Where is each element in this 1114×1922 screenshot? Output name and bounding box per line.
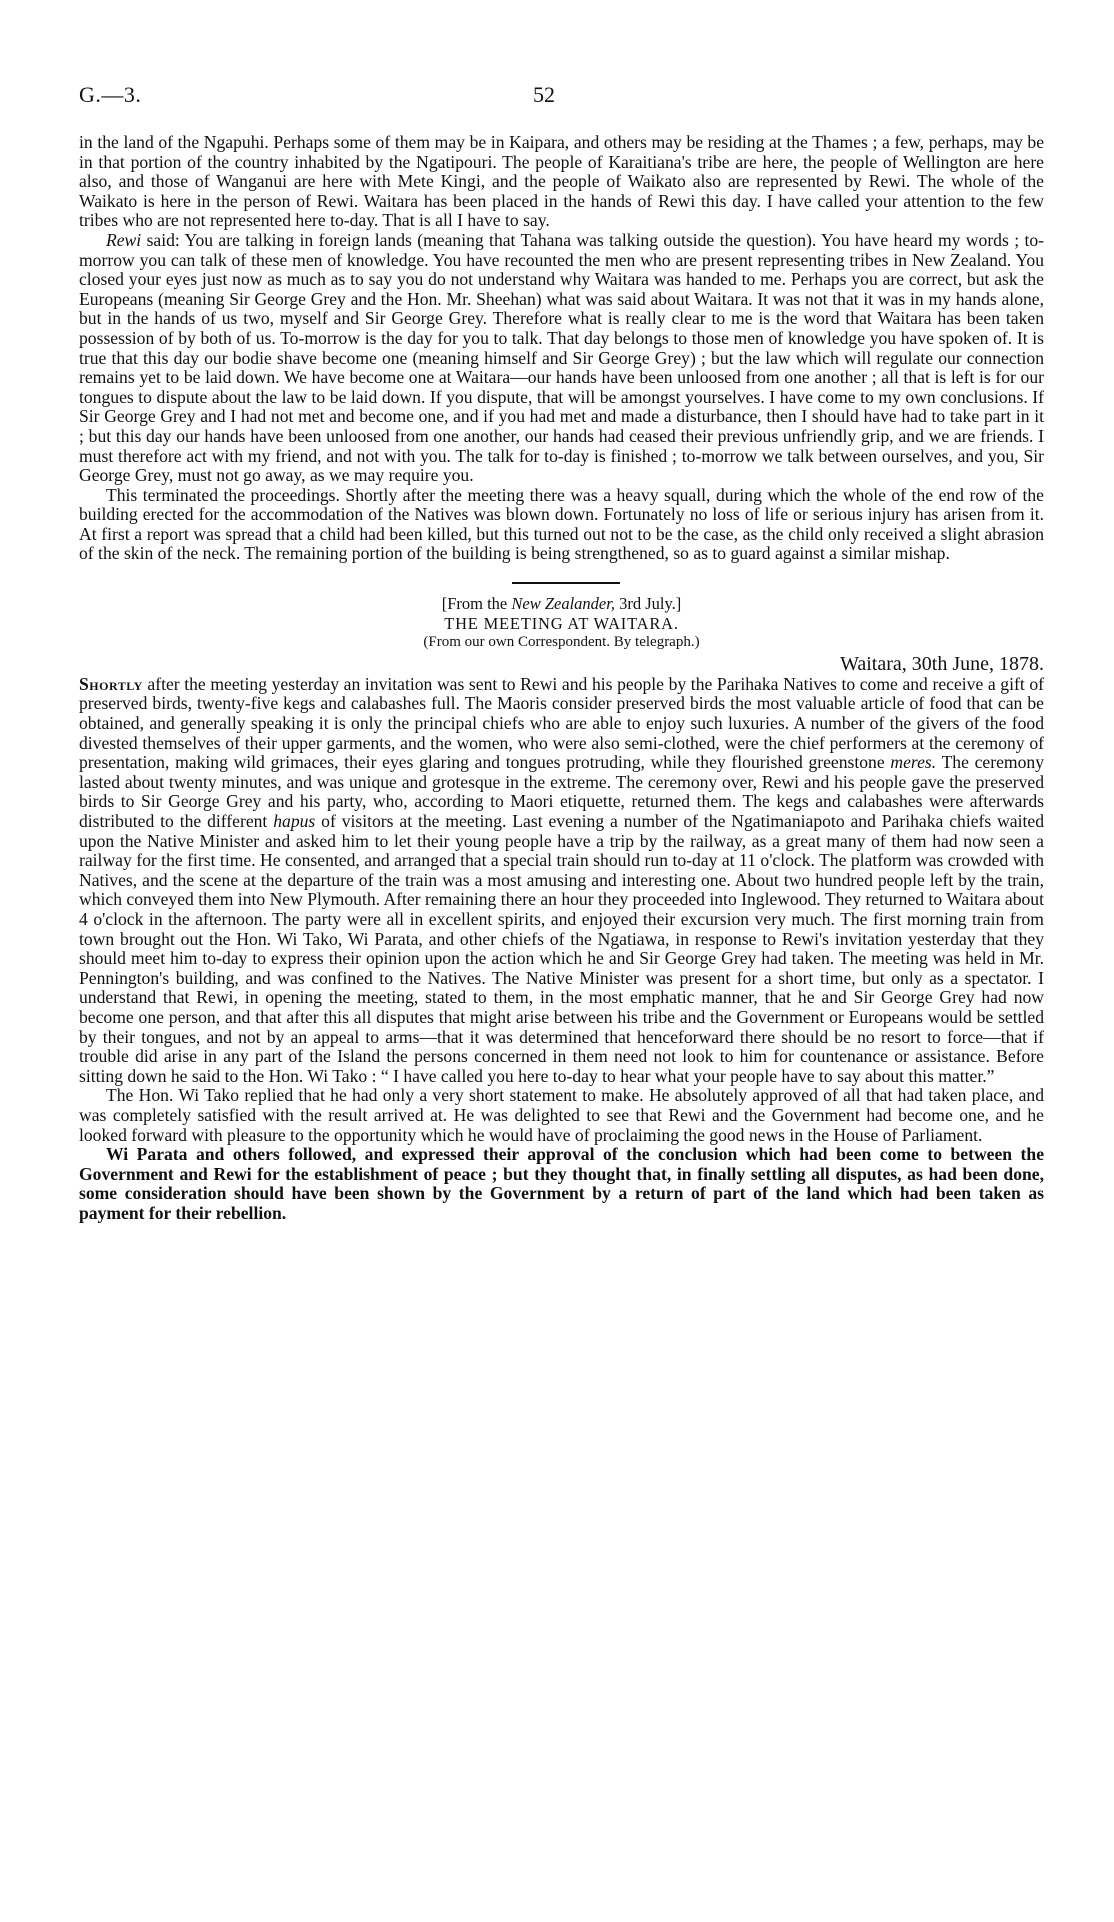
source-prefix: [From the <box>441 594 508 614</box>
speaker-name: Rewi <box>106 229 142 250</box>
article-title: THE MEETING AT WAITARA. <box>444 613 679 633</box>
maori-term: meres. <box>890 752 937 773</box>
section-divider <box>512 582 620 584</box>
paragraph-text: of visitors at the meeting. Last evening a number of the Ngatimaniapoto and Parihaka chiefs waited upon the Native Minister and asked him to let their young people have a trip by the railway, as a great many of them had now seen a railway for the first time. He consented, and arranged that a special train should run to-day at 11 o'clock. The platform was crowded with Natives, and the scene at the departure of the train was a most amusing and interesting one. About two hundred people left by the train, which conveyed them into New Plymouth. After remaining there an hour they proceeded into Inglewood. They returned to Waitara about 4 o'clock in the afternoon. The party were all in excellent spirits, and enjoyed their excursion very much. The first morning train from town brought out the Hon. Wi Tako, Wi Parata, and other chiefs of the Ngatiawa, in response to Rewi's invitation yesterday that they should meet him to-day to express their opinion upon the action which he and Sir George Grey had taken. The meeting was held in Mr. Pennington's building, and was confined to the Natives. The Native Minister was present for a short time, but only as a spectator. I understand that Rewi, in opening the meeting, stated to them, in the most emphatic manner, that he and Sir George Grey had now become one person, and that after this all disputes that might arise between his tribe and the Government or Europeans would be settled by their tongues, and not by an appeal to arms—that it was determined that henceforward there should be no resort to force—that if trouble did arise in any part of the Island the persons concerned in them need not look to him for countenance or assistance. Before sitting down he said to the Hon. Wi Tako : “ I have called you here to-day to hear what your people have to say about this matter.” <box>79 811 1044 1086</box>
paragraph <box>79 675 1044 1086</box>
page-header <box>79 82 1044 112</box>
article-source <box>79 594 1044 614</box>
newspaper-name: New Zealander, <box>511 594 615 614</box>
article-dateline: Waitara, 30th June, 1878. <box>840 652 1044 675</box>
source-suffix: 3rd July.] <box>619 594 682 614</box>
paragraph: This terminated the proceedings. Shortly after the meeting there was a heavy squall, during which the whole of the end row of the building erected for the accommodation of the Natives was blown down. Fortunately no loss of life or serious injury has arisen from it. At first a report was spread that a child had been killed, but this turned out not to be the case, as the child only received a slight abrasion of the skin of the neck. The remaining portion of the building is being strengthened, so as to guard against a similar mishap. <box>79 484 1044 564</box>
paragraph: The Hon. Wi Tako replied that he had only a very short statement to make. He absolutely approved of all that had taken place, and was completely satisfied with the result arrived at. He was delighted to see that Rewi and the Government had become one, and he looked forward with pleasure to the opportunity which he would have of proclaiming the good news in the House of Parliament. <box>79 1085 1044 1145</box>
paragraph: in the land of the Ngapuhi. Perhaps some of them may be in Kaipara, and others may be residing at the Thames ; a few, perhaps, may be in that portion of the country inhabited by the Ngatipouri. The people of Karaitiana's tribe are here, the people of Wellington are here also, and those of Wanganui are here with Mete Kingi, and the people of Waikato also are represented by Rewi. The whole of the Waikato is here in the person of Rewi. Waitara has been placed in the hands of Rewi this day. I have called your attention to the few tribes who are not represented here to-day. That is all I have to say. <box>79 132 1044 231</box>
paragraph-text: said: You are talking in foreign lands (meaning that Tahana was talking outside the question). You have heard my words ; to-morrow you can talk of these men of knowledge. You have recounted the men who are present representing tribes in New Zealand. You closed your eyes just now as much as to say you do not understand why Waitara was handed to me. Perhaps you are correct, but ask the Europeans (meaning Sir George Grey and the Hon. Mr. Sheehan) what was said about Waitara. It was not that it was in my hands alone, but in the hands of us two, myself and Sir George Grey. Therefore what is really clear to me is the word that Waitara has been taken possession of by both of us. To-morrow is the day for you to talk. That day belongs to those men of knowledge you have spoken of. It is true that this day our bodie shave become one (meaning himself and Sir George Grey) ; but the law which will regulate our connection remains yet to be laid down. We have become one at Waitara—our hands have been unloosed from one another ; all that is left is for our tongues to dispute about the law to be laid down. If you dispute, that will be amongst yourselves. I have come to my own conclusions. If Sir George Grey and I had not met and become one, and if you had met and made a disturbance, then I should have had to take part in it ; but this day our hands have been unloosed from one another, our hands had ceased their previous unfriendly grip, and we are friends. I must therefore act with my friend, and not with you. The talk for to-day is finished ; to-morrow we talk between ourselves, and you, Sir George Grey, must not go away, as we may require you. <box>79 229 1044 486</box>
paragraph <box>79 231 1044 486</box>
article-byline: (From our own Correspondent. By telegraph.) <box>423 634 700 651</box>
paragraph: Wi Parata and others followed, and expressed their approval of the conclusion which had been come to between the Government and Rewi for the establishment of peace ; but they thought that, in finally settling all disputes, as had been done, some consideration should have been shown by the Government by a return of part of the land which had been taken as payment for their rebellion. <box>79 1144 1044 1223</box>
paragraph-text: after the meeting yesterday an invitation was sent to Rewi and his people by the Parihaka Natives to come and receive a gift of preserved birds, twenty-five kegs and calabashes full. The Maoris consider preserved birds the most valuable article of food that can be obtained, and generally speaking it is only the principal chiefs who are able to enjoy such luxuries. A number of the givers of the food divested themselves of their upper garments, and the women, who were also semi-clothed, were the chief performers at the ceremony of presentation, making wild grimaces, their eyes glaring and tongues protruding, while they flourished greenstone <box>79 673 1044 773</box>
paragraph-text: The ceremony lasted about twenty minutes, and was unique and grotesque in the extreme. The ceremony over, Rewi and his people gave the preserved birds to Sir George Grey and his party, who, according to Maori etiquette, returned them. The kegs and calabashes were afterwards distributed to the different <box>79 752 1044 831</box>
lead-word: Shortly <box>79 673 143 694</box>
page-number: 52 <box>533 82 555 107</box>
maori-term: hapus <box>273 811 316 831</box>
document-reference: G.—3. <box>79 82 142 107</box>
page-body <box>79 133 1044 1223</box>
